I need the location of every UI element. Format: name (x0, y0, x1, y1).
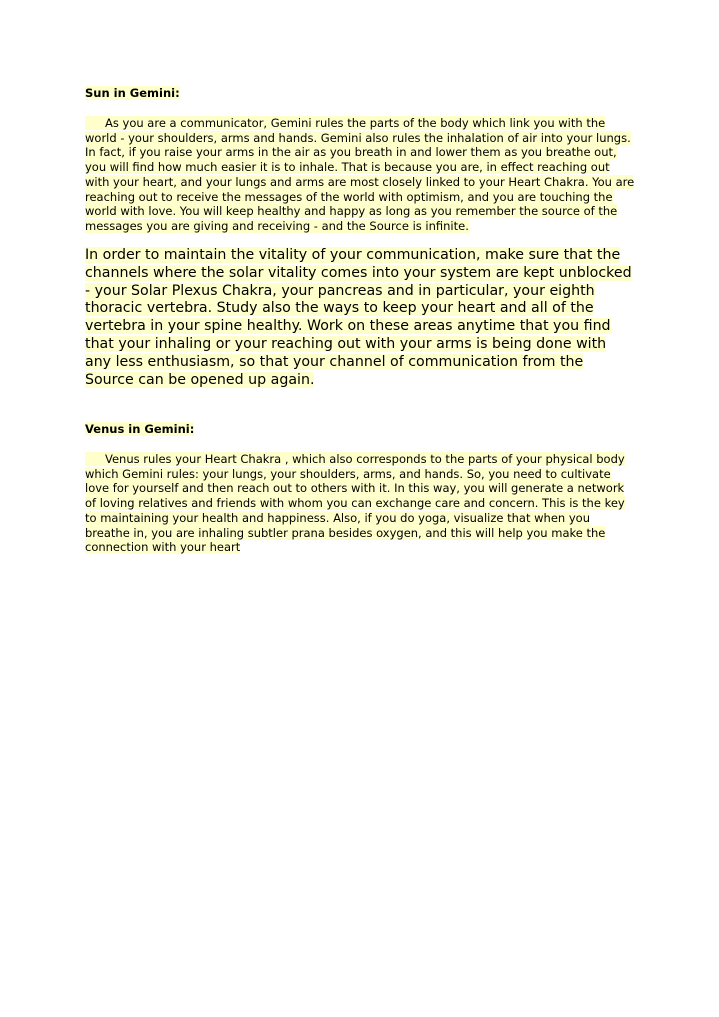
venus-paragraph-1-text: Venus rules your Heart Chakra , which also corresponds to the parts of your physical body which Gemini rules: your lungs, your shoulders, arms, and hands. So, you need to cultivate love for yourself and then reach out to others with it. In this way, you will generate a network of loving relatives and friends with whom you can exchange care and concern. This is the key to maintaining your health and happiness. Also, if you do yoga, visualize that when you breathe in, you are inhaling subtler prana besides oxygen, and this will help you make the connection with your heart (85, 452, 625, 555)
sun-paragraph-1-highlight (85, 116, 634, 233)
sun-paragraph-2 (85, 247, 635, 389)
venus-heading-text: Venus in Gemini: (85, 422, 195, 436)
sun-heading (85, 86, 180, 101)
sun-heading-text: Sun in Gemini: (85, 86, 180, 100)
venus-paragraph-1 (85, 452, 635, 555)
sun-paragraph-1-text: As you are a communicator, Gemini rules the parts of the body which link you with the world - your shoulders, arms and hands. Gemini also rules the inhalation of air into your lungs. In fact, if you raise your arms in the air as you breath in and lower them as you breathe out, you will find how much easier it is to inhale. That is because you are, in effect reaching out with your heart, and your lungs and arms are most closely linked to your Heart Chakra. You are reaching out to receive the messages of the world with optimism, and you are touching the world with love. You will keep healthy and happy as long as you remember the source of the messages you are giving and receiving - and the Source is infinite. (85, 116, 635, 233)
sun-paragraph-1 (85, 116, 635, 234)
venus-heading (85, 422, 194, 437)
venus-paragraph-1-highlight (85, 452, 625, 554)
sun-paragraph-2-text: In order to maintain the vitality of your communication, make sure that the channels where the solar vitality comes into your system are kept unblocked - your Solar Plexus Chakra, your pancreas and in particular, your eighth thoracic vertebra. Study also the ways to keep your heart and all of the vertebra in your spine healthy. Work on these areas anytime that you find that your inhaling or your reaching out with your arms is being done with any less enthusiasm, so that your channel of communication from the Source can be opened up again. (85, 247, 632, 388)
